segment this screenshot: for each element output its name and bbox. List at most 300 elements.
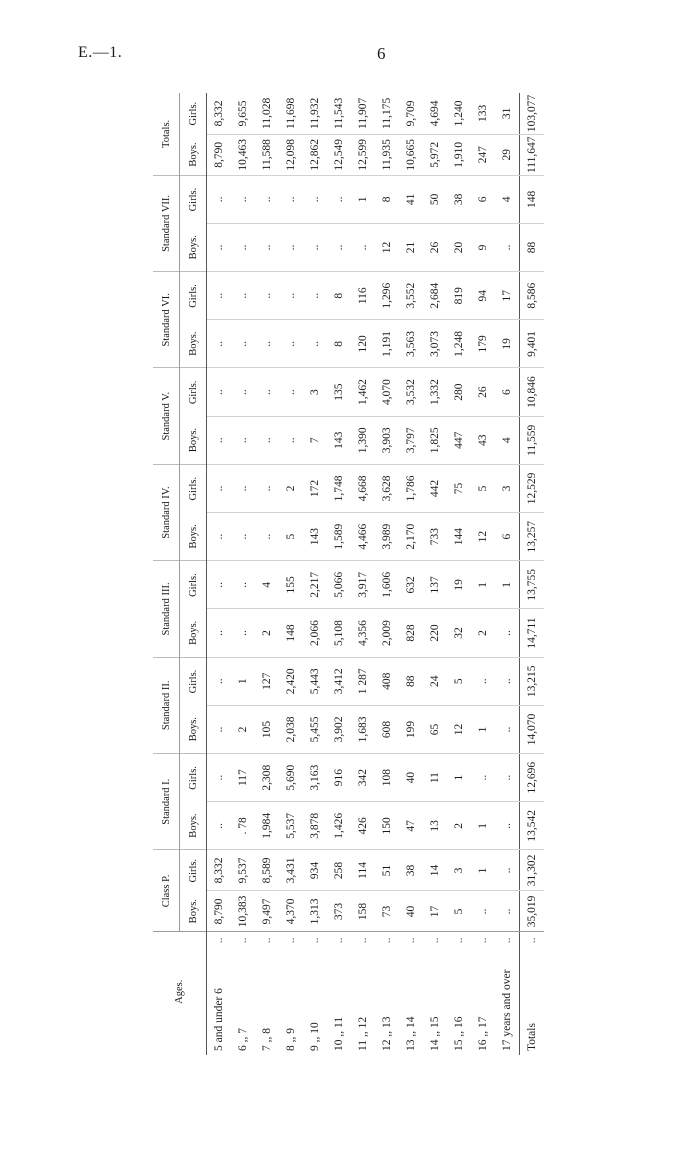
boys-subheader: Boys.	[180, 802, 207, 850]
girls-cell: 51	[375, 850, 399, 891]
boys-cell: ..	[207, 416, 232, 464]
age-label: 16 ,, 17	[477, 1016, 489, 1051]
table-row	[375, 93, 399, 1055]
table-row	[279, 93, 303, 1055]
boys-cell: 5,537	[279, 802, 303, 850]
girls-subheader: Girls.	[180, 272, 207, 320]
boys-cell: 32	[447, 609, 471, 657]
boys-cell: 1,390	[351, 416, 375, 464]
boys-cell: ..	[255, 320, 279, 368]
boys-cell: ..	[495, 705, 520, 753]
girls-cell: 3,628	[375, 464, 399, 512]
boys-cell: 1,825	[423, 416, 447, 464]
boys-cell: 19	[495, 320, 520, 368]
girls-cell: ..	[231, 368, 255, 416]
table-row	[327, 93, 351, 1055]
boys-cell: 12,098	[279, 134, 303, 175]
boys-cell: 247	[471, 134, 495, 175]
boys-subheader: Boys.	[180, 705, 207, 753]
table-body	[207, 93, 545, 1055]
table-row	[495, 93, 520, 1055]
boys-cell: ..	[231, 513, 255, 561]
boys-cell: 8,790	[207, 134, 232, 175]
girls-cell: 342	[351, 754, 375, 802]
boys-cell: 13,257	[520, 513, 545, 561]
table-row	[399, 93, 423, 1055]
girls-cell: 8,589	[255, 850, 279, 891]
boys-subheader: Boys.	[180, 609, 207, 657]
girls-cell: 5	[471, 464, 495, 512]
girls-cell: 88	[399, 657, 423, 705]
boys-cell: 14,070	[520, 705, 545, 753]
girls-cell: 1,240	[453, 100, 465, 127]
boys-cell: 3,563	[399, 320, 423, 368]
girls-cell: 13,755	[520, 561, 545, 609]
boys-cell: 11,588	[255, 134, 279, 175]
girls-cell: 11,028	[261, 97, 273, 129]
girls-cell: ..	[231, 464, 255, 512]
boys-cell: ..	[495, 891, 520, 932]
boys-cell: 7	[303, 416, 327, 464]
boys-cell: . 78	[231, 802, 255, 850]
boys-cell: ..	[207, 609, 232, 657]
girls-cell: 1	[471, 561, 495, 609]
boys-cell: 2,038	[279, 705, 303, 753]
age-label: 10 ,, 11	[333, 1016, 345, 1051]
boys-cell: ..	[231, 609, 255, 657]
leader-dots: ..	[501, 937, 513, 944]
boys-cell: 1,589	[327, 513, 351, 561]
boys-cell: 8,790	[207, 891, 232, 932]
girls-cell: 5,066	[327, 561, 351, 609]
boys-cell: 12,549	[327, 134, 351, 175]
boys-cell: 426	[351, 802, 375, 850]
girls-cell: 172	[303, 464, 327, 512]
boys-cell: 11,559	[520, 416, 545, 464]
boys-cell: ..	[471, 891, 495, 932]
boys-cell: 47	[399, 802, 423, 850]
boys-cell: 447	[447, 416, 471, 464]
boys-cell: ..	[255, 513, 279, 561]
boys-cell: 2,170	[399, 513, 423, 561]
girls-subheader: Girls.	[180, 850, 207, 891]
girls-cell: 155	[279, 561, 303, 609]
boys-cell: 220	[423, 609, 447, 657]
boys-cell: 199	[399, 705, 423, 753]
girls-cell: 13,215	[520, 657, 545, 705]
boys-cell: 10,383	[231, 891, 255, 932]
boys-cell: 2	[447, 802, 471, 850]
girls-cell: 103,077	[520, 93, 545, 134]
boys-cell: ..	[207, 513, 232, 561]
boys-cell: 1,313	[303, 891, 327, 932]
boys-cell: ..	[303, 320, 327, 368]
girls-cell: 934	[303, 850, 327, 891]
boys-cell: 2	[255, 609, 279, 657]
girls-cell: 2	[279, 464, 303, 512]
girls-cell: 4,668	[351, 464, 375, 512]
girls-cell: 11,175	[381, 97, 393, 129]
boys-cell: 5,972	[423, 134, 447, 175]
boys-cell: 828	[399, 609, 423, 657]
girls-cell: 3,552	[399, 272, 423, 320]
group-header: Standard VI.	[153, 272, 180, 368]
girls-cell: 8,586	[520, 272, 545, 320]
girls-cell: ..	[207, 272, 232, 320]
boys-cell: 12	[375, 223, 399, 271]
page-reference: E.—1.	[78, 44, 123, 61]
girls-cell: 8	[375, 175, 399, 223]
boys-cell: 21	[399, 223, 423, 271]
group-header: Totals.	[153, 93, 180, 175]
girls-cell: 11,907	[357, 97, 369, 129]
boys-cell: ..	[207, 320, 232, 368]
girls-cell: 3	[303, 368, 327, 416]
girls-cell: 3,532	[399, 368, 423, 416]
girls-subheader: Girls.	[180, 754, 207, 802]
girls-cell: 9,655	[237, 100, 249, 127]
girls-cell: 9,709	[405, 100, 417, 127]
leader-dots: ..	[520, 932, 545, 948]
girls-cell: 11,932	[309, 97, 321, 129]
girls-cell: ..	[495, 850, 520, 891]
girls-cell: 11,698	[285, 97, 297, 129]
girls-cell: 31,302	[520, 850, 545, 891]
girls-cell: ..	[327, 175, 351, 223]
leader-dots: ..	[309, 937, 321, 944]
girls-cell: 3,163	[303, 754, 327, 802]
girls-cell: 4,070	[375, 368, 399, 416]
girls-cell: 280	[447, 368, 471, 416]
ages-header: Ages.	[153, 932, 207, 1055]
girls-cell: 1,332	[423, 368, 447, 416]
boys-cell: 143	[303, 513, 327, 561]
girls-subheader: Girls.	[180, 368, 207, 416]
girls-cell: 94	[471, 272, 495, 320]
girls-cell: 137	[423, 561, 447, 609]
age-label: 6 ,, 7	[237, 1028, 249, 1051]
girls-cell: 4	[255, 561, 279, 609]
boys-cell: 373	[327, 891, 351, 932]
boys-subheader: Boys.	[180, 320, 207, 368]
age-label: 13 ,, 14	[405, 1016, 417, 1051]
girls-cell: 38	[447, 175, 471, 223]
table-row	[423, 93, 447, 1055]
girls-subheader: Girls.	[180, 561, 207, 609]
boys-subheader: Boys.	[180, 223, 207, 271]
boys-cell: ..	[207, 802, 232, 850]
girls-cell: 50	[423, 175, 447, 223]
boys-cell: 733	[423, 513, 447, 561]
girls-cell: ..	[207, 561, 232, 609]
group-header: Standard II.	[153, 657, 180, 753]
leader-dots: ..	[381, 937, 393, 944]
girls-cell: 116	[351, 272, 375, 320]
table-row	[303, 93, 327, 1055]
boys-cell: 144	[447, 513, 471, 561]
boys-cell: 13,542	[520, 802, 545, 850]
girls-cell: ..	[207, 657, 232, 705]
girls-cell: ..	[255, 464, 279, 512]
girls-cell: 258	[327, 850, 351, 891]
girls-cell: 3	[447, 850, 471, 891]
girls-cell: ..	[495, 754, 520, 802]
girls-cell: 5,690	[279, 754, 303, 802]
boys-cell: 12	[471, 513, 495, 561]
boys-cell: 20	[447, 223, 471, 271]
girls-cell: ..	[207, 464, 232, 512]
girls-cell: 24	[423, 657, 447, 705]
leader-dots: ..	[477, 937, 489, 944]
girls-cell: 12,696	[520, 754, 545, 802]
girls-cell: 1,462	[351, 368, 375, 416]
girls-cell: ..	[255, 175, 279, 223]
girls-cell: 2,217	[303, 561, 327, 609]
boys-subheader: Boys.	[180, 416, 207, 464]
totals-row	[520, 93, 545, 1055]
boys-cell: ..	[279, 416, 303, 464]
girls-cell: 1	[231, 657, 255, 705]
girls-cell: 31	[501, 107, 513, 120]
girls-cell: 3,412	[327, 657, 351, 705]
group-header: Class P.	[153, 850, 180, 932]
rotated-table-container	[153, 93, 609, 1055]
boys-cell: 1,910	[447, 134, 471, 175]
girls-cell: 108	[375, 754, 399, 802]
boys-cell: 1,683	[351, 705, 375, 753]
age-label: 5 and under 6	[213, 988, 225, 1051]
boys-cell: 2,009	[375, 609, 399, 657]
group-header: Standard III.	[153, 561, 180, 657]
boys-cell: ..	[495, 609, 520, 657]
girls-cell: 135	[327, 368, 351, 416]
boys-cell: ..	[231, 223, 255, 271]
table-row	[255, 93, 279, 1055]
table-row	[447, 93, 471, 1055]
girls-cell: 117	[231, 754, 255, 802]
boys-cell: 40	[399, 891, 423, 932]
girls-subheader: Girls.	[180, 175, 207, 223]
boys-cell: 9,401	[520, 320, 545, 368]
girls-cell: 19	[447, 561, 471, 609]
boys-cell: 6	[495, 513, 520, 561]
boys-cell: 13	[423, 802, 447, 850]
boys-cell: 150	[375, 802, 399, 850]
age-label: 15 ,, 16	[453, 1016, 465, 1051]
boys-cell: 143	[327, 416, 351, 464]
girls-cell: 41	[399, 175, 423, 223]
leader-dots: ..	[429, 937, 441, 944]
girls-cell: ..	[207, 368, 232, 416]
leader-dots: ..	[333, 937, 345, 944]
age-label: 9 ,, 10	[309, 1022, 321, 1051]
girls-cell: ..	[255, 368, 279, 416]
boys-subheader: Boys.	[180, 891, 207, 932]
group-header: Standard I.	[153, 754, 180, 850]
boys-cell: 1,426	[327, 802, 351, 850]
girls-cell: 11	[423, 754, 447, 802]
leader-dots: ..	[237, 937, 249, 944]
girls-cell: 26	[471, 368, 495, 416]
girls-cell: ..	[495, 657, 520, 705]
girls-cell: 3	[495, 464, 520, 512]
girls-cell: 75	[447, 464, 471, 512]
girls-cell: ..	[231, 272, 255, 320]
boys-cell: 9	[471, 223, 495, 271]
boys-cell: 10,463	[231, 134, 255, 175]
boys-cell: 12,862	[303, 134, 327, 175]
girls-cell: 4,694	[429, 100, 441, 127]
boys-cell: ..	[303, 223, 327, 271]
boys-cell: 1	[471, 802, 495, 850]
boys-cell: 5	[447, 891, 471, 932]
girls-cell: 3,431	[279, 850, 303, 891]
leader-dots: ..	[453, 937, 465, 944]
boys-cell: 5,455	[303, 705, 327, 753]
leader-dots: ..	[213, 937, 225, 944]
boys-cell: 3,878	[303, 802, 327, 850]
girls-cell: 127	[255, 657, 279, 705]
boys-cell: ..	[255, 223, 279, 271]
boys-cell: 3,797	[399, 416, 423, 464]
girls-cell: ..	[303, 175, 327, 223]
boys-cell: 608	[375, 705, 399, 753]
boys-cell: 4,466	[351, 513, 375, 561]
girls-cell: 38	[399, 850, 423, 891]
boys-cell: 9,497	[255, 891, 279, 932]
girls-cell: 916	[327, 754, 351, 802]
girls-cell: 1	[447, 754, 471, 802]
girls-cell: 5	[447, 657, 471, 705]
boys-cell: 4,356	[351, 609, 375, 657]
boys-cell: 1,248	[447, 320, 471, 368]
girls-cell: 5,443	[303, 657, 327, 705]
girls-cell: 8,332	[207, 850, 232, 891]
girls-cell: ..	[231, 175, 255, 223]
boys-cell: 12,599	[351, 134, 375, 175]
boys-cell: 4,370	[279, 891, 303, 932]
boys-cell: 148	[279, 609, 303, 657]
boys-cell: 2	[471, 609, 495, 657]
girls-cell: 819	[447, 272, 471, 320]
girls-cell: 1,748	[327, 464, 351, 512]
boys-cell: ..	[255, 416, 279, 464]
girls-cell: 1,606	[375, 561, 399, 609]
leader-dots: ..	[285, 937, 297, 944]
boys-cell: 12	[447, 705, 471, 753]
boys-cell: 179	[471, 320, 495, 368]
boys-cell: 35,019	[520, 891, 545, 932]
girls-cell: 1,786	[399, 464, 423, 512]
leader-dots: ..	[405, 937, 417, 944]
girls-cell: ..	[303, 272, 327, 320]
boys-subheader: Boys.	[180, 513, 207, 561]
boys-cell: ..	[231, 416, 255, 464]
boys-cell: 73	[375, 891, 399, 932]
age-label: 14 ,, 15	[429, 1016, 441, 1051]
boys-cell: 4	[495, 416, 520, 464]
girls-cell: 2,420	[279, 657, 303, 705]
girls-cell: ..	[255, 272, 279, 320]
boys-cell: 10,665	[399, 134, 423, 175]
leader-dots: ..	[261, 937, 273, 944]
boys-cell: 1	[471, 705, 495, 753]
age-label: 7 ,, 8	[261, 1028, 273, 1051]
girls-subheader: Girls.	[180, 464, 207, 512]
ages-by-standard-table	[153, 93, 544, 1055]
girls-cell: 1	[351, 175, 375, 223]
leader-dots: ..	[357, 937, 369, 944]
girls-cell: ..	[279, 175, 303, 223]
age-label: 8 ,, 9	[285, 1028, 297, 1051]
girls-cell: ..	[471, 657, 495, 705]
girls-cell: 1,296	[375, 272, 399, 320]
girls-cell: 148	[520, 175, 545, 223]
boys-cell: 26	[423, 223, 447, 271]
boys-cell: 2,066	[303, 609, 327, 657]
girls-cell: 1	[471, 850, 495, 891]
boys-cell: ..	[207, 705, 232, 753]
age-label: 12 ,, 13	[381, 1016, 393, 1051]
boys-cell: 2	[231, 705, 255, 753]
boys-cell: ..	[495, 802, 520, 850]
boys-cell: 158	[351, 891, 375, 932]
girls-cell: 632	[399, 561, 423, 609]
boys-cell: 3,989	[375, 513, 399, 561]
girls-cell: ..	[207, 754, 232, 802]
girls-cell: 1 287	[351, 657, 375, 705]
table-row	[351, 93, 375, 1055]
girls-cell: ..	[207, 175, 232, 223]
boys-cell: 88	[520, 223, 545, 271]
girls-cell: ..	[231, 561, 255, 609]
girls-cell: 6	[495, 368, 520, 416]
girls-cell: 4	[495, 175, 520, 223]
girls-cell: 17	[495, 272, 520, 320]
boys-cell: 65	[423, 705, 447, 753]
boys-cell: 5	[279, 513, 303, 561]
boys-cell: ..	[279, 223, 303, 271]
girls-cell: 40	[399, 754, 423, 802]
girls-subheader: Girls.	[180, 657, 207, 705]
boys-cell: 5,108	[327, 609, 351, 657]
boys-cell: 3,073	[423, 320, 447, 368]
girls-cell: 133	[477, 104, 489, 122]
page-number: 6	[377, 44, 386, 63]
boys-cell: 1,984	[255, 802, 279, 850]
girls-cell: ..	[471, 754, 495, 802]
girls-cell: 14	[423, 850, 447, 891]
table-row	[471, 93, 495, 1055]
boys-cell: ..	[327, 223, 351, 271]
girls-cell: 10,846	[520, 368, 545, 416]
boys-cell: 8	[327, 320, 351, 368]
boys-cell: 29	[495, 134, 520, 175]
boys-cell: 111,647	[520, 134, 545, 175]
boys-cell: 3,902	[327, 705, 351, 753]
totals-label: Totals	[520, 948, 545, 1055]
girls-cell: 2,308	[255, 754, 279, 802]
girls-cell: 1	[495, 561, 520, 609]
table-row	[207, 93, 232, 1055]
boys-cell: 43	[471, 416, 495, 464]
table-row	[231, 93, 255, 1055]
girls-cell: 442	[423, 464, 447, 512]
boys-cell: ..	[231, 320, 255, 368]
boys-cell: 17	[423, 891, 447, 932]
girls-cell: 114	[351, 850, 375, 891]
girls-subheader: Girls.	[180, 93, 207, 134]
